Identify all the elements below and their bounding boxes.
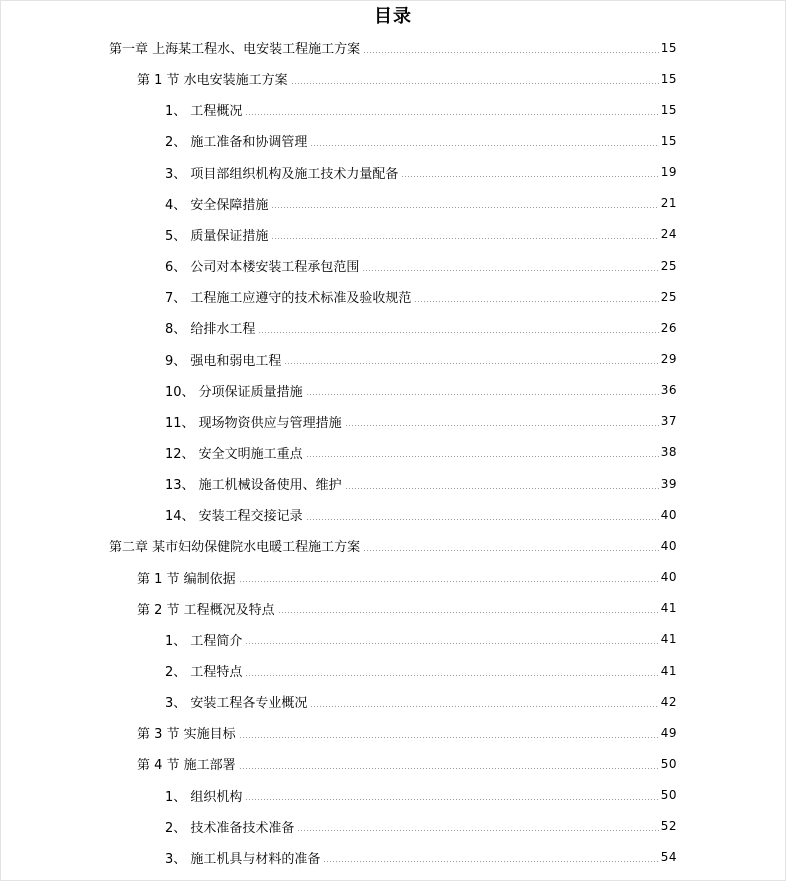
- toc-entry[interactable]: [165, 842, 677, 873]
- toc-page-number: 39: [660, 476, 677, 491]
- toc-leader-dots: [306, 519, 659, 520]
- toc-entry-label: 2、 施工准备和协调管理: [165, 135, 308, 151]
- toc-page-number: 29: [660, 352, 677, 366]
- toc-page-number: 49: [660, 725, 677, 740]
- toc-leader-dots: [271, 238, 658, 239]
- toc-leader-dots: [363, 550, 659, 551]
- toc-entry-label: 13、 施工机械设备使用、维护: [165, 478, 342, 494]
- toc-leader-dots: [239, 581, 659, 582]
- toc-entry[interactable]: [165, 780, 677, 811]
- toc-entry[interactable]: [165, 157, 677, 188]
- toc-entry[interactable]: [165, 624, 677, 655]
- toc-entry-label: 14、 安装工程交接记录: [165, 509, 303, 525]
- toc-entry-label: 5、 质量保证措施: [165, 228, 269, 244]
- toc-entry-label: 11、 现场物资供应与管理措施: [165, 415, 342, 431]
- toc-page-number: 38: [660, 445, 677, 460]
- toc-leader-dots: [245, 643, 658, 644]
- toc-entry[interactable]: [165, 344, 677, 375]
- toc-entry[interactable]: [165, 219, 677, 250]
- toc-page-number: 50: [660, 756, 677, 771]
- toc-entry[interactable]: [137, 562, 677, 593]
- toc-entry-label: 10、 分项保证质量措施: [165, 384, 303, 400]
- page-title: 目录: [374, 6, 412, 27]
- toc-leader-dots: [245, 799, 658, 800]
- toc-entry-label: 3、 项目部组织机构及施工技术力量配备: [165, 166, 399, 182]
- toc-entry-label: 第二章 某市妇幼保健院水电暖工程施工方案: [109, 540, 361, 556]
- toc-page-number: 54: [660, 850, 677, 865]
- toc-leader-dots: [278, 612, 659, 613]
- toc-leader-dots: [245, 114, 658, 115]
- toc-entry-label: 第一章 上海某工程水、电安装工程施工方案: [109, 42, 361, 57]
- toc-entry-label: 第 4 节 施工部署: [137, 758, 236, 774]
- toc-page-number: 36: [660, 383, 677, 398]
- toc-entry[interactable]: [165, 312, 677, 343]
- toc-leader-dots: [306, 456, 659, 457]
- toc-entry[interactable]: [165, 375, 677, 406]
- toc-leader-dots: [258, 332, 658, 333]
- toc-entry[interactable]: [165, 125, 677, 156]
- toc-page-number: 19: [660, 165, 677, 180]
- toc-entry[interactable]: [137, 593, 677, 624]
- toc-entry[interactable]: [165, 811, 677, 842]
- toc-leader-dots: [245, 675, 658, 676]
- toc-leader-dots: [284, 363, 658, 364]
- toc-entry[interactable]: [137, 717, 677, 748]
- toc-leader-dots: [239, 768, 659, 769]
- toc-entry-label: 1、 组织机构: [165, 789, 243, 805]
- toc-page-number: 41: [660, 663, 677, 678]
- toc-entry-label: 2、 技术准备技术准备: [165, 820, 295, 836]
- toc-page-number: 52: [660, 819, 677, 834]
- toc-entry[interactable]: [165, 406, 677, 437]
- toc-entry-label: 第 3 节 实施目标: [137, 727, 236, 743]
- toc-page-number: 25: [660, 289, 677, 304]
- toc-leader-dots: [345, 425, 659, 426]
- toc-entry[interactable]: [165, 655, 677, 686]
- toc-entry[interactable]: [109, 530, 677, 561]
- toc-entry[interactable]: [165, 686, 677, 717]
- toc-leader-dots: [291, 83, 659, 84]
- toc-entry-label: 4、 安全保障措施: [165, 197, 269, 213]
- toc-leader-dots: [362, 270, 658, 271]
- toc-page-number: 50: [660, 788, 677, 803]
- toc-entry[interactable]: [165, 499, 677, 530]
- toc-leader-dots: [239, 737, 659, 738]
- toc-page-number: 37: [660, 414, 677, 429]
- toc-entry[interactable]: [165, 281, 677, 312]
- toc-leader-dots: [306, 394, 659, 395]
- toc-entry-label: 3、 施工机具与材料的准备: [165, 851, 321, 867]
- toc-entry[interactable]: [165, 94, 677, 125]
- toc-page-number: 40: [660, 507, 677, 522]
- toc-page-number: 42: [660, 694, 677, 709]
- toc-entry-label: 1、 工程概况: [165, 104, 243, 120]
- toc-page-number: 21: [660, 196, 677, 211]
- toc-leader-dots: [310, 145, 658, 146]
- toc-page-number: 40: [660, 570, 677, 585]
- toc-page-number: 24: [660, 227, 677, 242]
- toc-page-number: 15: [660, 71, 677, 86]
- toc-entry[interactable]: [165, 468, 677, 499]
- toc-leader-dots: [401, 176, 658, 177]
- toc-page-number: 40: [660, 538, 677, 553]
- toc-page-number: 15: [660, 102, 677, 117]
- toc-entry[interactable]: [137, 63, 677, 94]
- toc-leader-dots: [345, 488, 659, 489]
- toc-entry-label: 第 1 节 编制依据: [137, 571, 236, 587]
- toc-leader-dots: [297, 830, 658, 831]
- toc-entry-label: 2、 工程特点: [165, 665, 243, 680]
- toc-page-number: 41: [660, 601, 677, 616]
- toc-entry-label: 第 1 节 水电安装施工方案: [137, 73, 288, 89]
- toc-page-number: 15: [660, 133, 677, 148]
- toc-leader-dots: [310, 706, 658, 707]
- toc-page-number: 41: [660, 632, 677, 647]
- toc-page-number: 15: [660, 40, 677, 55]
- toc-leader-dots: [363, 52, 659, 53]
- toc-entry[interactable]: [165, 188, 677, 219]
- toc-entry-label: 3、 安装工程各专业概况: [165, 696, 308, 712]
- toc-entry-label: 6、 公司对本楼安装工程承包范围: [165, 260, 360, 276]
- toc-entry-label: 第 2 节 工程概况及特点: [137, 602, 275, 618]
- toc-entry-label: 7、 工程施工应遵守的技术标准及验收规范: [165, 291, 412, 307]
- toc-page-number: 25: [660, 258, 677, 273]
- toc-entry[interactable]: [109, 32, 677, 63]
- toc-leader-dots: [271, 207, 658, 208]
- toc-entry[interactable]: [165, 437, 677, 468]
- toc-entry-label: 8、 给排水工程: [165, 322, 256, 338]
- toc-entry-label: 9、 强电和弱电工程: [165, 353, 282, 369]
- toc-page-number: 26: [660, 320, 677, 335]
- toc-entry[interactable]: [137, 748, 677, 779]
- toc-leader-dots: [323, 861, 658, 862]
- toc-entry-label: 1、 工程简介: [165, 633, 243, 649]
- toc-leader-dots: [414, 301, 658, 302]
- toc-entry-label: 12、 安全文明施工重点: [165, 446, 303, 462]
- toc-entry[interactable]: [165, 250, 677, 281]
